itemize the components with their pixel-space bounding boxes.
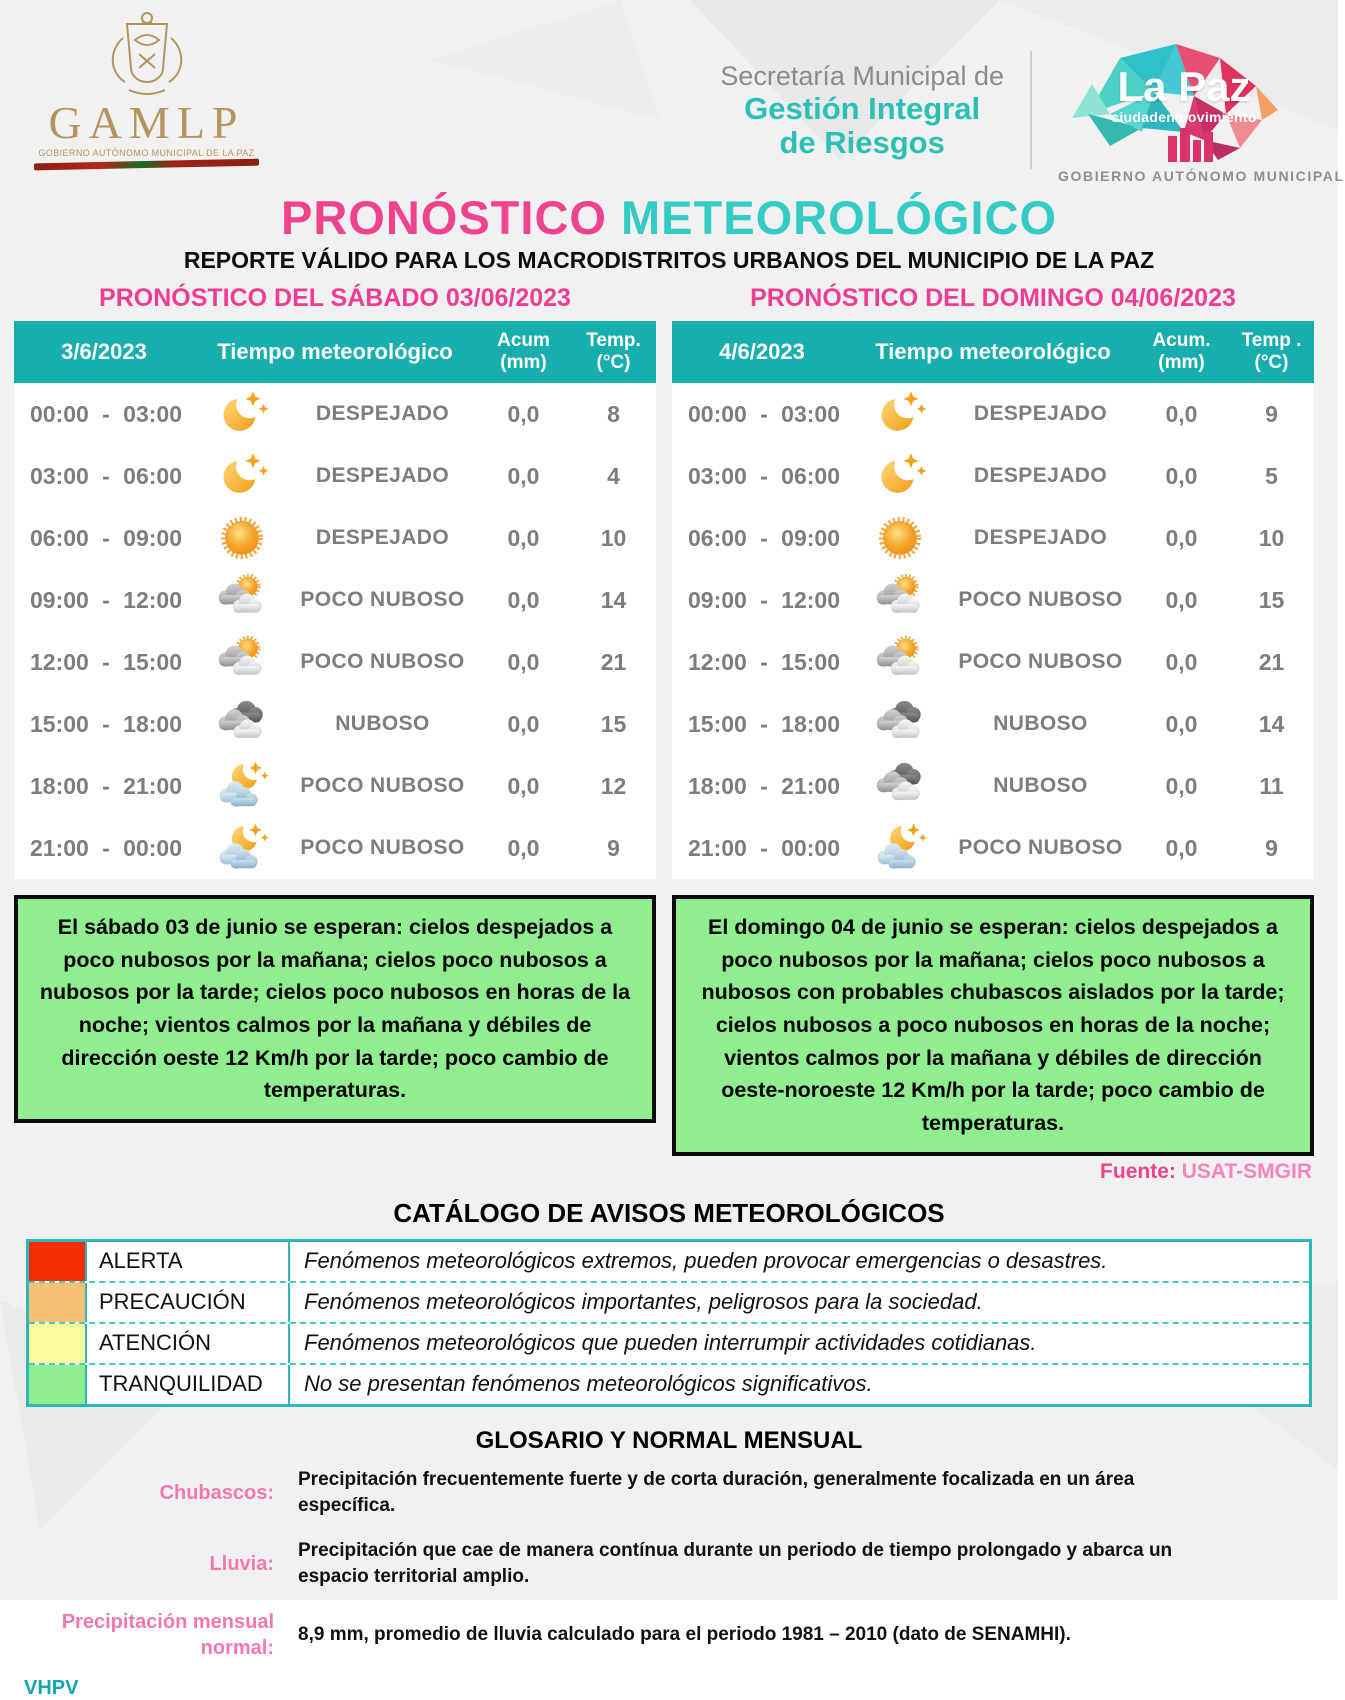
time-end: 12:00 [781, 586, 840, 613]
dark-clouds-icon [215, 697, 269, 751]
time-separator: - [760, 400, 768, 427]
time-start: 15:00 [30, 710, 89, 737]
time-range [672, 587, 852, 614]
secretaria-block [720, 61, 1004, 159]
level-description: Fenómenos meteorológicos que pueden interrumpir actividades cotidianas. [304, 1330, 1037, 1356]
condition-label: NUBOSO [993, 774, 1088, 797]
temp-value: 21 [1258, 648, 1285, 675]
time-range [14, 773, 194, 800]
condition-label: POCO NUBOSO [300, 836, 465, 859]
time-range [14, 525, 194, 552]
acum-value: 0,0 [1165, 400, 1198, 427]
weather-icon-cell [852, 821, 947, 875]
time-separator: - [760, 648, 768, 675]
secretaria-line2: Gestión Integral [744, 91, 981, 127]
level-color-swatch [29, 1365, 85, 1404]
time-start: 00:00 [688, 400, 747, 427]
time-end: 09:00 [781, 524, 840, 551]
forecast-row [672, 507, 1314, 569]
forecast-grid [0, 280, 1338, 1156]
weather-icon-cell [852, 759, 947, 813]
catalog-row [29, 1281, 1309, 1322]
time-range [14, 649, 194, 676]
acum-value: 0,0 [1165, 586, 1198, 613]
time-end: 15:00 [123, 648, 182, 675]
forecast-row [14, 631, 656, 693]
gamlp-caption: GOBIERNO AUTÓNOMO MUNICIPAL DE LA PAZ [38, 148, 255, 158]
temp-value: 14 [600, 586, 627, 613]
forecast-sunday-header [672, 321, 1314, 383]
condition-label: NUBOSO [993, 712, 1088, 735]
forecast-row [672, 445, 1314, 507]
time-separator: - [102, 648, 110, 675]
time-separator: - [760, 834, 768, 861]
time-end: 00:00 [123, 834, 182, 861]
time-end: 00:00 [781, 834, 840, 861]
time-range [14, 401, 194, 428]
time-range [14, 835, 194, 862]
lapaz-title: La Paz [1117, 63, 1251, 110]
moon-icon [215, 449, 269, 503]
acum-value: 0,0 [507, 586, 540, 613]
weather-icon-cell [194, 511, 289, 565]
glossary-definition: 8,9 mm, promedio de lluvia calculado para el periodo 1981 – 2010 (dato de SENAMHI). [298, 1623, 1071, 1645]
lapaz-logo [1058, 36, 1345, 184]
level-color-swatch [29, 1242, 85, 1281]
summary-saturday: El sábado 03 de junio se esperan: cielos despejados a poco nubosos por la mañana; cielos poco nubosos a nubosos por la tarde; cielos poco nubosos en horas de la noche; vientos calmos por la mañana y débiles de dirección oeste 12 Km/h por la tarde; poco cambio de temperaturas. [14, 895, 656, 1123]
catalog-row [29, 1242, 1309, 1281]
acum-value: 0,0 [507, 772, 540, 799]
forecast-row [672, 817, 1314, 879]
level-description: No se presentan fenómenos meteorológicos significativos. [304, 1371, 873, 1397]
time-separator: - [760, 462, 768, 489]
temp-value: 9 [1265, 400, 1278, 427]
page-title-part1: PRONÓSTICO [280, 191, 607, 244]
footer-initials: VHPV [24, 1677, 79, 1700]
glossary-term: Precipitación mensual normal: [61, 1611, 274, 1660]
gamlp-acronym: GAMLP [48, 97, 245, 148]
glossary-title: GLOSARIO Y NORMAL MENSUAL [475, 1426, 863, 1454]
time-start: 18:00 [30, 772, 89, 799]
time-start: 09:00 [30, 586, 89, 613]
forecast-row [14, 445, 656, 507]
time-separator: - [102, 524, 110, 551]
forecast-row [672, 693, 1314, 755]
condition-label: POCO NUBOSO [958, 588, 1123, 611]
moon-clouds-icon [873, 821, 927, 875]
condition-label: DESPEJADO [315, 526, 450, 549]
glossary-definition: Precipitación que cae de manera contínua durante un periodo de tiempo prolongado y abarca un espacio territorial amplio. [298, 1539, 1173, 1588]
acum-value: 0,0 [1165, 462, 1198, 489]
time-end: 06:00 [781, 462, 840, 489]
weather-icon-cell [194, 387, 289, 441]
time-range [672, 711, 852, 738]
level-color-swatch [29, 1283, 85, 1322]
acum-value: 0,0 [1165, 772, 1198, 799]
moon-icon [873, 449, 927, 503]
catalog-title: CATÁLOGO DE AVISOS METEOROLÓGICOS [393, 1197, 945, 1228]
temp-value: 14 [1258, 710, 1285, 737]
time-end: 18:00 [781, 710, 840, 737]
column-acum: Acum. (mm) [1152, 329, 1211, 373]
source-label: Fuente: [1100, 1159, 1176, 1183]
glossary-definition: Precipitación frecuentemente fuerte y de corta duración, generalmente focalizada en un área específica. [298, 1468, 1135, 1517]
time-start: 00:00 [30, 400, 89, 427]
condition-label: POCO NUBOSO [958, 650, 1123, 673]
forecast-row [672, 631, 1314, 693]
column-weather: Tiempo meteorológico [217, 339, 453, 364]
dark-clouds-icon [873, 697, 927, 751]
acum-value: 0,0 [1165, 648, 1198, 675]
time-start: 03:00 [30, 462, 89, 489]
acum-value: 0,0 [1165, 524, 1198, 551]
glossary-term: Chubascos: [159, 1482, 274, 1505]
source-value: USAT-SMGIR [1181, 1159, 1312, 1183]
catalog-row [29, 1322, 1309, 1363]
time-start: 12:00 [30, 648, 89, 675]
time-range [672, 463, 852, 490]
weather-icon-cell [852, 635, 947, 689]
forecast-row [14, 755, 656, 817]
forecast-saturday-title: PRONÓSTICO DEL SÁBADO 03/06/2023 [99, 284, 571, 312]
time-start: 15:00 [688, 710, 747, 737]
forecast-saturday-section [14, 282, 656, 1123]
time-start: 09:00 [688, 586, 747, 613]
time-separator: - [760, 772, 768, 799]
moon-icon [215, 387, 269, 441]
condition-label: DESPEJADO [973, 402, 1108, 425]
temp-value: 10 [600, 524, 627, 551]
level-label: PRECAUCIÓN [85, 1283, 290, 1322]
sun-clouds-icon [873, 573, 927, 627]
page-header [0, 0, 1345, 186]
page-title [0, 190, 1338, 245]
lapaz-wordmark [1058, 63, 1310, 125]
column-date: 3/6/2023 [61, 339, 147, 364]
acum-value: 0,0 [507, 648, 540, 675]
acum-value: 0,0 [507, 462, 540, 489]
sun-icon [215, 511, 269, 565]
lapaz-caption: GOBIERNO AUTÓNOMO MUNICIPAL [1058, 168, 1345, 184]
time-end: 06:00 [123, 462, 182, 489]
forecast-row [14, 817, 656, 879]
gamlp-crest-icon [99, 10, 195, 102]
time-end: 03:00 [123, 400, 182, 427]
temp-value: 8 [607, 400, 620, 427]
time-range [672, 835, 852, 862]
time-range [672, 525, 852, 552]
time-separator: - [102, 772, 110, 799]
lapaz-subtitle: ciudadenmovimiento [1111, 109, 1257, 125]
page-title-part2: METEOROLÓGICO [621, 191, 1058, 244]
temp-value: 5 [1265, 462, 1278, 489]
forecast-row [14, 383, 656, 445]
time-start: 21:00 [30, 834, 89, 861]
forecast-row [14, 507, 656, 569]
moon-clouds-icon [215, 759, 269, 813]
time-end: 12:00 [123, 586, 182, 613]
time-start: 03:00 [688, 462, 747, 489]
weather-icon-cell [852, 387, 947, 441]
time-range [672, 649, 852, 676]
acum-value: 0,0 [507, 400, 540, 427]
time-separator: - [102, 400, 110, 427]
column-weather: Tiempo meteorológico [875, 339, 1111, 364]
weather-icon-cell [194, 821, 289, 875]
weather-icon-cell [194, 635, 289, 689]
time-start: 18:00 [688, 772, 747, 799]
forecast-row [672, 383, 1314, 445]
time-separator: - [102, 834, 110, 861]
forecast-sunday-section [672, 282, 1314, 1156]
time-end: 15:00 [781, 648, 840, 675]
weather-icon-cell [852, 449, 947, 503]
time-end: 21:00 [123, 772, 182, 799]
sun-clouds-icon [215, 573, 269, 627]
level-label: TRANQUILIDAD [85, 1365, 290, 1404]
time-start: 06:00 [688, 524, 747, 551]
time-end: 09:00 [123, 524, 182, 551]
level-label: ALERTA [85, 1242, 290, 1281]
temp-value: 12 [600, 772, 627, 799]
time-range [14, 463, 194, 490]
forecast-row [14, 693, 656, 755]
weather-icon-cell [852, 511, 947, 565]
time-separator: - [102, 462, 110, 489]
condition-label: DESPEJADO [973, 526, 1108, 549]
sun-clouds-icon [215, 635, 269, 689]
temp-value: 10 [1258, 524, 1285, 551]
secretaria-line1: Secretaría Municipal de [720, 61, 1004, 92]
weather-icon-cell [852, 697, 947, 751]
weather-icon-cell [194, 697, 289, 751]
acum-value: 0,0 [507, 834, 540, 861]
glossary-list [26, 1467, 1278, 1661]
dark-clouds-icon [873, 759, 927, 813]
page-subtitle: REPORTE VÁLIDO PARA LOS MACRODISTRITOS URBANOS DEL MUNICIPIO DE LA PAZ [183, 247, 1155, 273]
lapaz-map-shape [1058, 36, 1310, 164]
acum-value: 0,0 [1165, 834, 1198, 861]
source-line [0, 1160, 1338, 1184]
sun-icon [873, 511, 927, 565]
time-separator: - [760, 524, 768, 551]
condition-label: POCO NUBOSO [300, 650, 465, 673]
gamlp-logo [34, 10, 259, 168]
header-right [720, 10, 1345, 184]
temp-value: 11 [1259, 772, 1284, 799]
time-separator: - [102, 710, 110, 737]
sun-clouds-icon [873, 635, 927, 689]
time-end: 18:00 [123, 710, 182, 737]
time-separator: - [760, 586, 768, 613]
forecast-row [672, 755, 1314, 817]
catalog-table [26, 1239, 1312, 1407]
forecast-sunday-title: PRONÓSTICO DEL DOMINGO 04/06/2023 [750, 284, 1236, 312]
time-separator: - [102, 586, 110, 613]
weather-icon-cell [852, 573, 947, 627]
level-description: Fenómenos meteorológicos importantes, peligrosos para la sociedad. [304, 1289, 983, 1315]
time-range [14, 587, 194, 614]
gamlp-ribbon [34, 159, 259, 171]
forecast-saturday-header [14, 321, 656, 383]
time-separator: - [760, 710, 768, 737]
column-temp: Temp . (°C) [1241, 329, 1302, 373]
time-range [672, 401, 852, 428]
moon-clouds-icon [215, 821, 269, 875]
condition-label: NUBOSO [335, 712, 430, 735]
secretaria-line3: de Riesgos [779, 124, 945, 160]
forecast-row [672, 569, 1314, 631]
level-label: ATENCIÓN [85, 1324, 290, 1363]
weather-icon-cell [194, 759, 289, 813]
weather-icon-cell [194, 449, 289, 503]
time-start: 06:00 [30, 524, 89, 551]
condition-label: DESPEJADO [315, 464, 450, 487]
acum-value: 0,0 [507, 524, 540, 551]
moon-icon [873, 387, 927, 441]
forecast-row [14, 569, 656, 631]
level-color-swatch [29, 1324, 85, 1363]
column-temp: Temp. (°C) [586, 329, 641, 373]
condition-label: DESPEJADO [315, 402, 450, 425]
catalog-row [29, 1363, 1309, 1404]
forecast-saturday-body [14, 383, 656, 879]
column-date: 4/6/2023 [719, 339, 805, 364]
temp-value: 15 [1258, 586, 1285, 613]
time-start: 12:00 [688, 648, 747, 675]
acum-value: 0,0 [507, 710, 540, 737]
weather-icon-cell [194, 573, 289, 627]
condition-label: DESPEJADO [973, 464, 1108, 487]
glossary-term: Lluvia: [209, 1553, 274, 1576]
temp-value: 9 [607, 834, 620, 861]
time-end: 21:00 [781, 772, 840, 799]
temp-value: 9 [1265, 834, 1278, 861]
header-divider [1030, 51, 1032, 169]
condition-label: POCO NUBOSO [300, 588, 465, 611]
temp-value: 4 [607, 462, 620, 489]
summary-sunday: El domingo 04 de junio se esperan: cielos despejados a poco nubosos por la mañana; cielos poco nubosos a nubosos con probables chubascos aislados por la tarde; cielos nubosos a poco nubosos en horas de la noche; vientos calmos por la mañana y débiles de dirección oeste-noroeste 12 Km/h por la tarde; poco cambio de temperaturas. [672, 895, 1314, 1156]
acum-value: 0,0 [1165, 710, 1198, 737]
time-end: 03:00 [781, 400, 840, 427]
condition-label: POCO NUBOSO [300, 774, 465, 797]
time-range [14, 711, 194, 738]
column-acum: Acum (mm) [497, 329, 550, 373]
temp-value: 15 [600, 710, 627, 737]
condition-label: POCO NUBOSO [958, 836, 1123, 859]
time-start: 21:00 [688, 834, 747, 861]
level-description: Fenómenos meteorológicos extremos, pueden provocar emergencias o desastres. [304, 1248, 1108, 1274]
forecast-sunday-body [672, 383, 1314, 879]
time-range [672, 773, 852, 800]
temp-value: 21 [600, 648, 627, 675]
